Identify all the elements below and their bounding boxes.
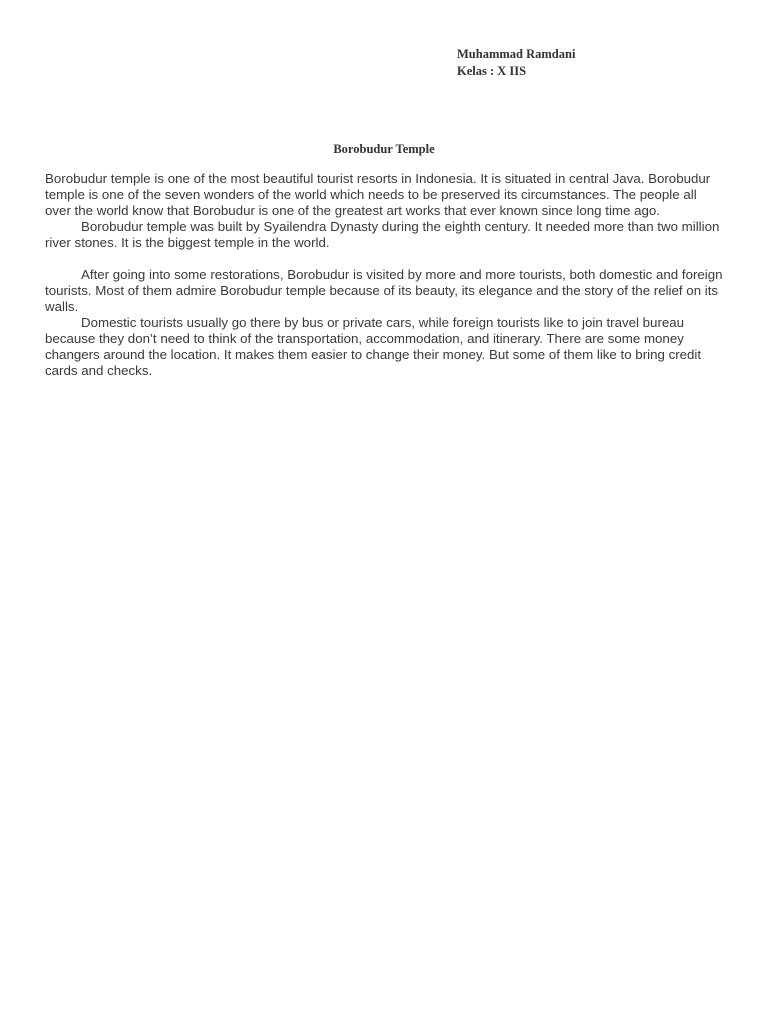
document-title: Borobudur Temple bbox=[333, 142, 435, 156]
paragraph-1: Borobudur temple is one of the most beautiful tourist resorts in Indonesia. It is situated in central Java. Borobudur temple is one of the seven wonders of the world which needs to be preserved its circumstances. The people all over the world know that Borobudur is one of the greatest art works that ever known since long time ago. bbox=[45, 171, 711, 218]
author-header bbox=[457, 46, 575, 80]
paragraph-4: Domestic tourists usually go there by bus or private cars, while foreign tourists like to join travel bureau because they don’t need to think of the transportation, accommodation, and itinerary. There are some money changers around the location. It makes them easier to change their money. But some of them like to bring credit cards and checks. bbox=[45, 315, 702, 378]
author-class: Kelas : X IIS bbox=[457, 64, 527, 78]
paragraph-2: Borobudur temple was built by Syailendra Dynasty during the eighth century. It needed more than two million river stones. It is the biggest temple in the world. bbox=[45, 219, 720, 250]
document-body bbox=[45, 171, 725, 379]
author-name: Muhammad Ramdani bbox=[457, 47, 576, 61]
paragraph-3: After going into some restorations, Borobudur is visited by more and more tourists, both domestic and foreign tourists. Most of them admire Borobudur temple because of its beauty, its elegance and the story of the relief on its walls. bbox=[45, 267, 723, 314]
